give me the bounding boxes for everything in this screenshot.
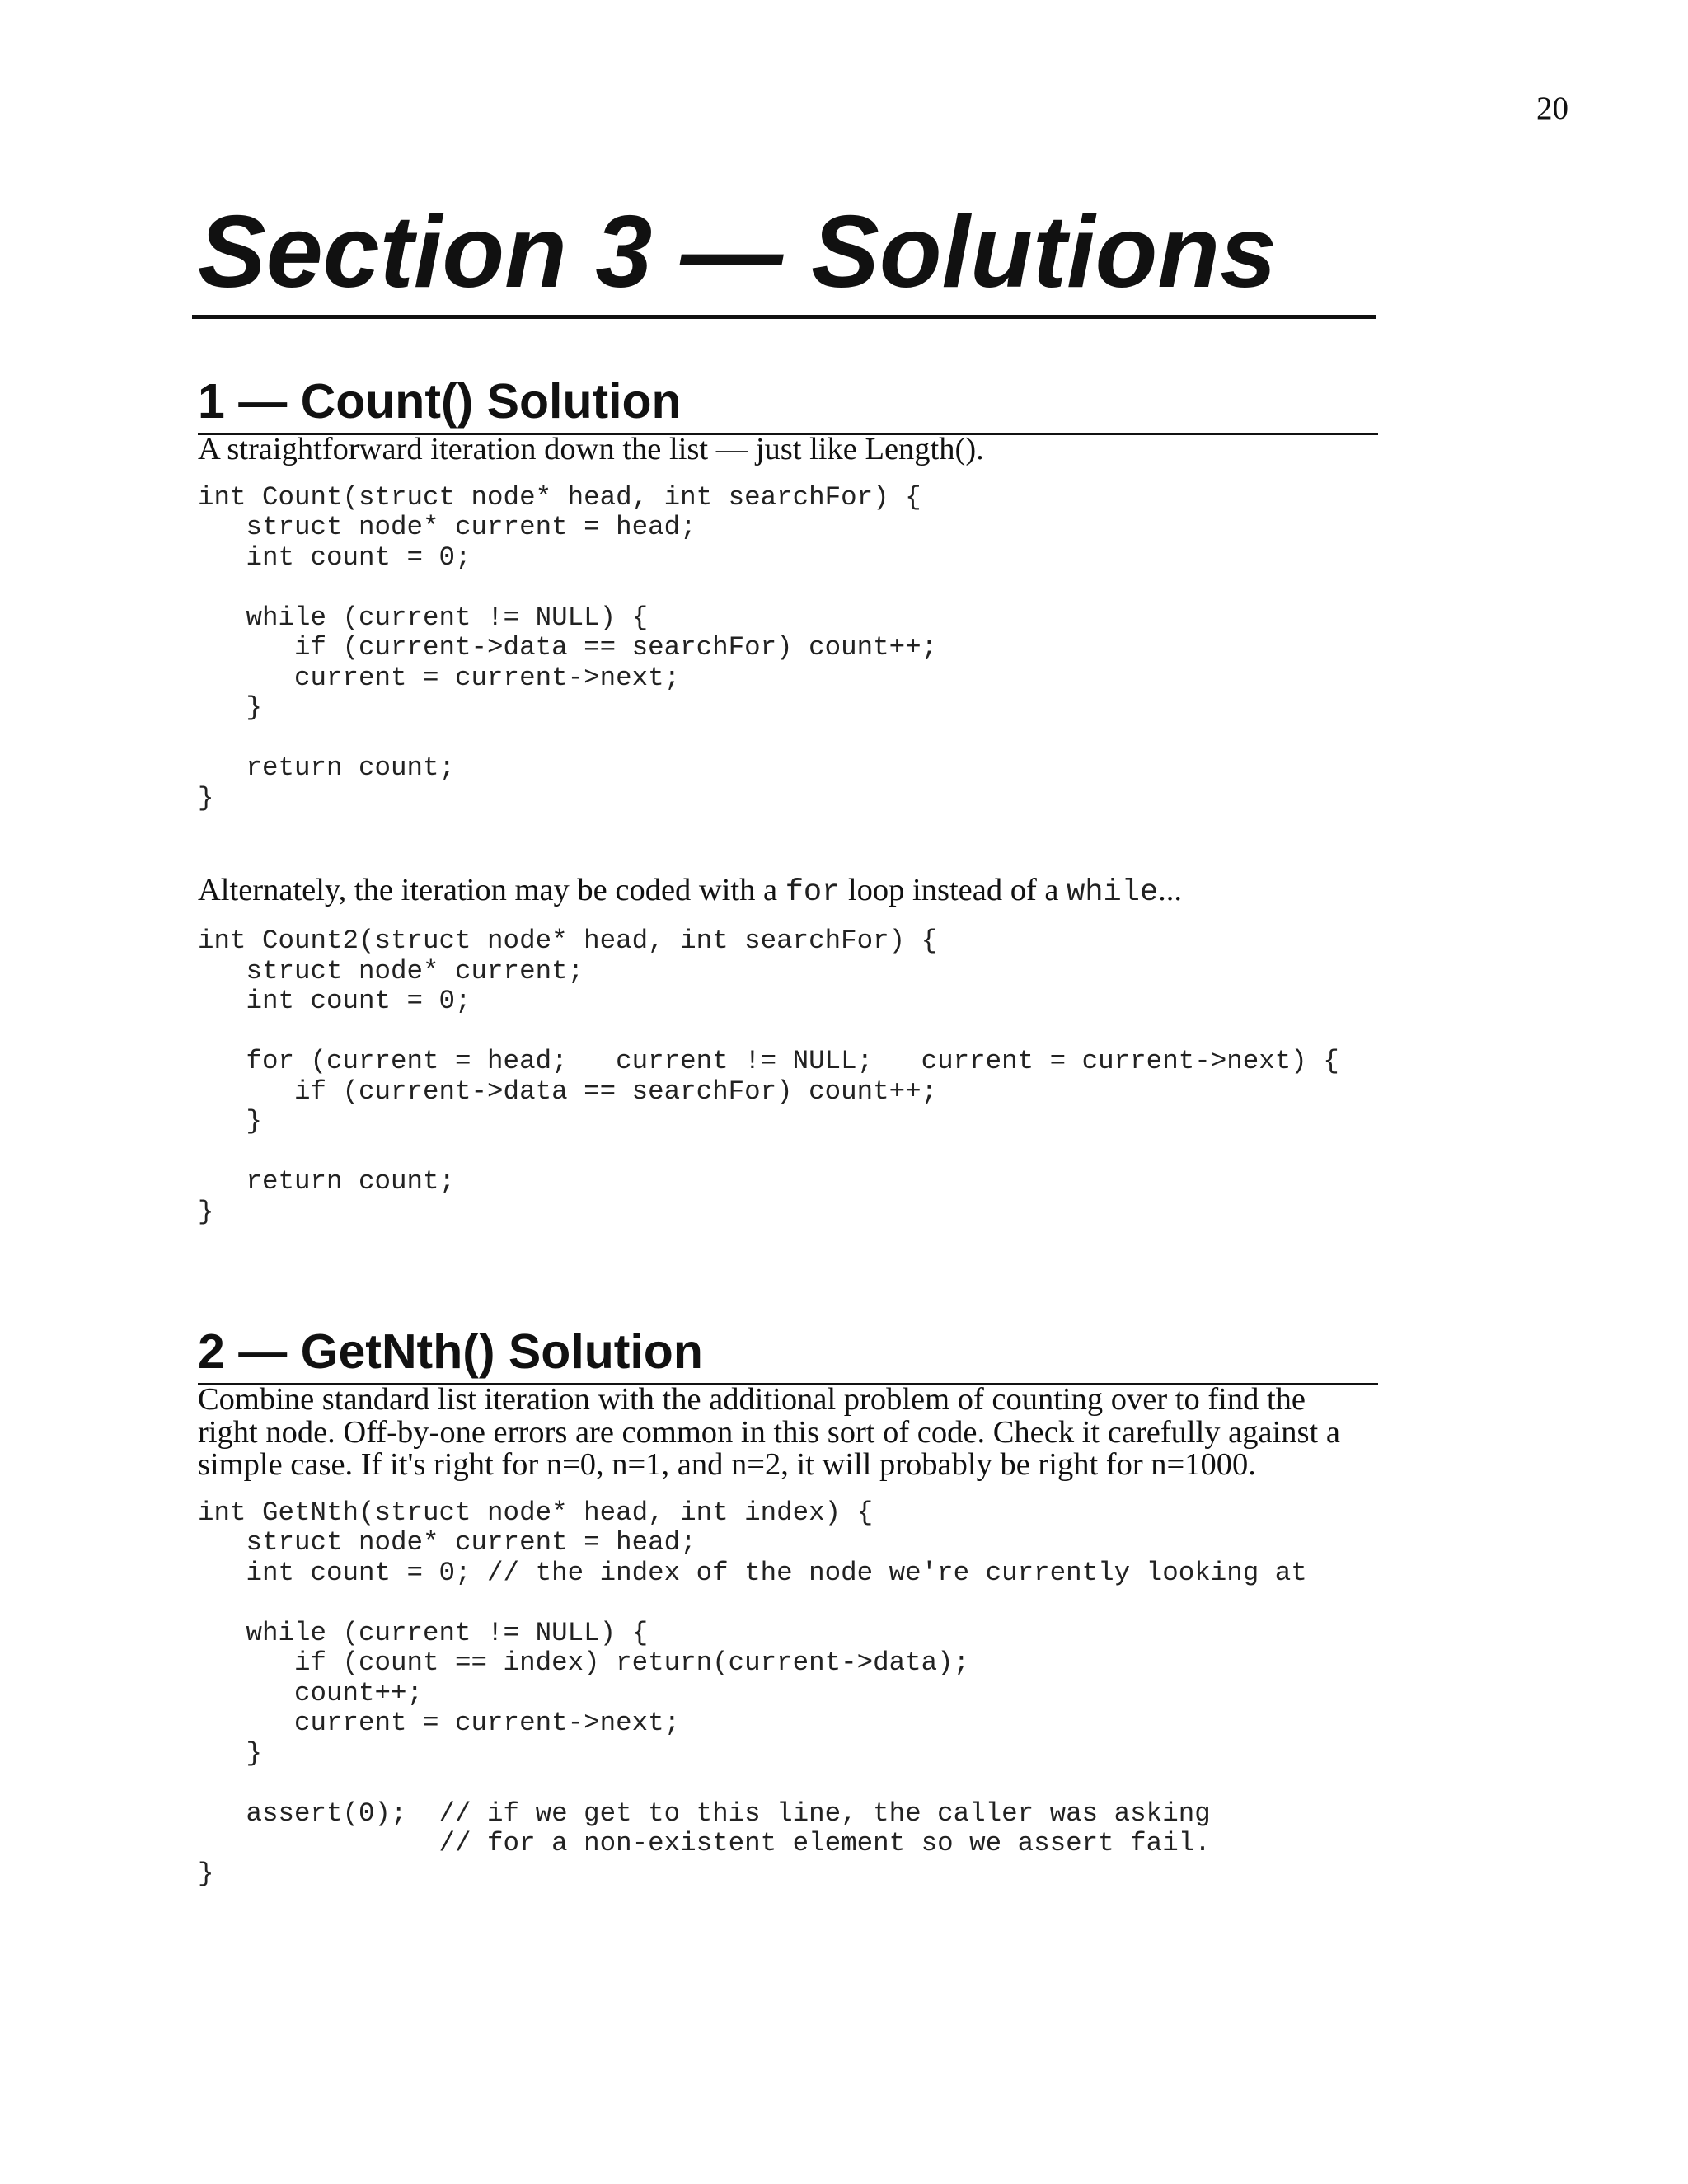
getnth-intro-line: right node. Off-by-one errors are common in this sort of code. Check it carefully against a [198,1414,1340,1450]
getnth-intro-line: Combine standard list iteration with the additional problem of counting over to find the [198,1382,1306,1417]
getnth-solution-heading: 2 — GetNth() Solution [198,1328,1378,1385]
getnth-solution-intro [198,1384,1378,1482]
getnth-intro-line: simple case. If it's right for n=0, n=1, and n=2, it will probably be right for n=1000. [198,1447,1256,1483]
inline-code-for: for [785,875,841,910]
count-solution-block [198,374,1378,813]
count2-alternate-block [198,874,1378,1227]
count2-alternate-intro [198,874,1378,908]
count-solution-heading: 1 — Count() Solution [198,377,1378,435]
alt-intro-text-after: ... [1158,873,1183,907]
getnth-solution-block [198,1324,1378,1889]
alt-intro-text-before: Alternately, the iteration may be coded with a [198,873,785,907]
section-title-rule [192,315,1376,319]
section-title: Section 3 — Solutions [198,195,1278,309]
getnth-code-listing: int GetNth(struct node* head, int index) { struct node* current = head; int count = 0; // the index of the node we're currently looking at while (current != NULL) { if (count == index) return(current->data); count++; current = current->next; } assert(0); // if we get to this line, the caller was asking // for a non-existent element so we assert fail. } [198,1497,1307,1889]
alt-intro-text-middle: loop instead of a [840,873,1067,907]
page-number: 20 [1536,91,1568,126]
count2-code-listing: int Count2(struct node* head, int searchFor) { struct node* current; int count = 0; for (current = head; current != NULL; current = current->next) { if (current->data == searchFor) count++; } return count; } [198,926,1339,1227]
count-solution-intro: A straightforward iteration down the list — just like Length(). [198,432,984,466]
inline-code-while: while [1067,875,1159,910]
count-code-listing: int Count(struct node* head, int searchFor) { struct node* current = head; int count = 0; while (current != NULL) { if (current->data == searchFor) count++; current = current->next; } return count; } [198,481,938,813]
